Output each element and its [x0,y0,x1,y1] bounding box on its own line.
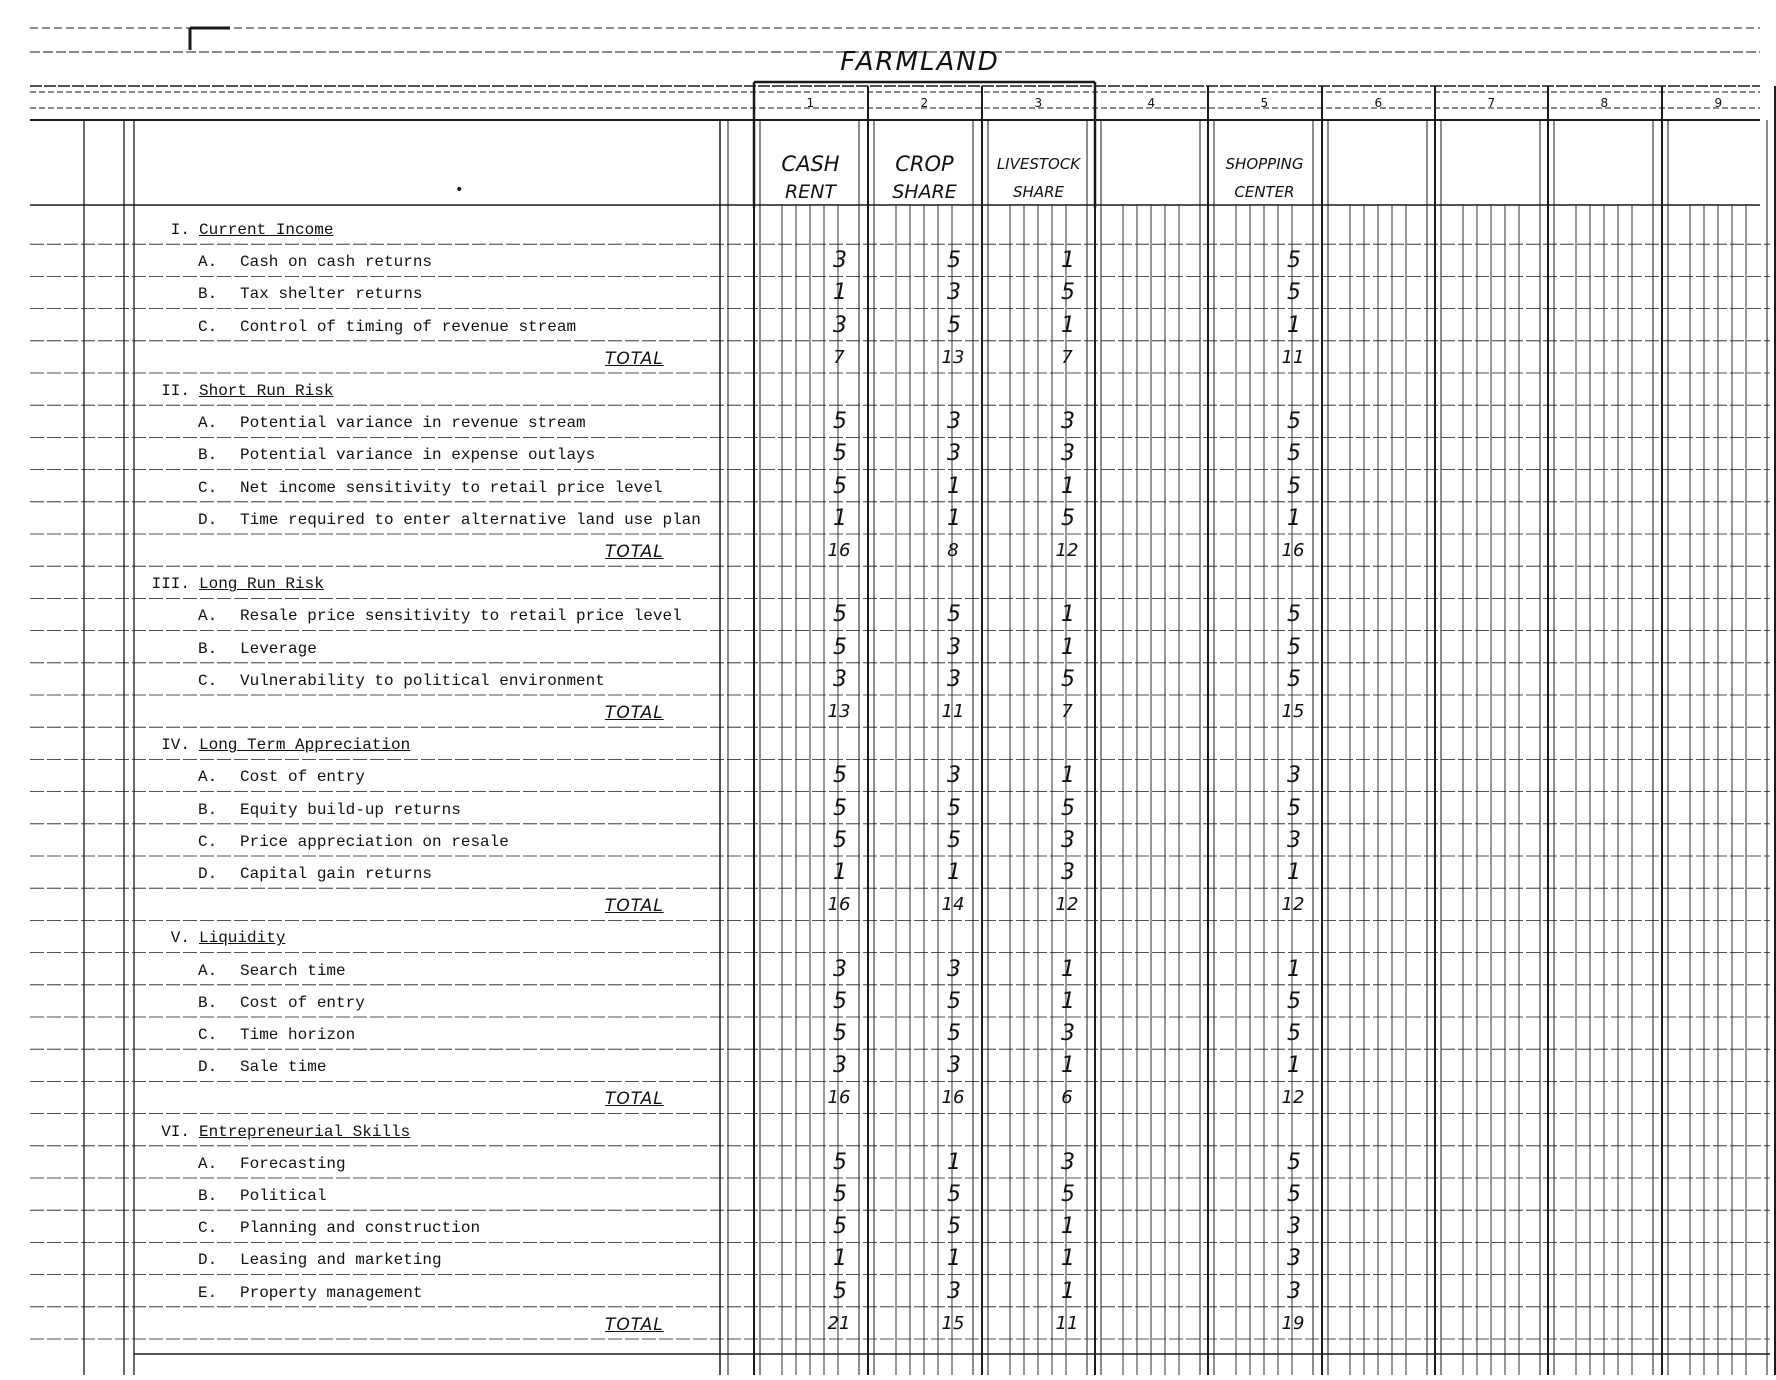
criterion-score: 5 [947,248,961,274]
criterion-score: 3 [1287,1278,1301,1304]
criterion-score: 3 [833,956,847,982]
criterion-letter: B. [198,639,218,658]
criterion-score: 3 [1287,1214,1301,1240]
criterion-score: 3 [833,666,847,692]
criterion-score: 5 [1287,602,1301,628]
criterion-score: 3 [1061,409,1075,435]
section-total-score: 13 [827,701,851,722]
criterion-text: Time horizon [240,1026,356,1044]
section-numeral: VI. [161,1122,190,1141]
criterion-score: 5 [833,763,847,789]
column-number-7: 7 [1487,96,1496,110]
criterion-text: Political [240,1187,327,1205]
criterion-score: 5 [833,602,847,628]
column-header-3-line1: LIVESTOCK [996,155,1081,173]
column-number-5: 5 [1260,96,1269,110]
criterion-score: 3 [833,248,847,274]
column-number-2: 2 [920,96,929,110]
criterion-score: 3 [1061,1149,1075,1175]
criterion-text: Cash on cash returns [240,253,433,272]
section-total-score: 7 [1061,701,1073,722]
criterion-score: 5 [1287,1021,1301,1046]
criterion-score: 3 [947,409,961,435]
section-total-score: 11 [941,701,965,722]
criterion-letter: A. [198,414,218,433]
criterion-score: 1 [947,1149,961,1175]
criterion-text: Price appreciation on resale [240,832,509,851]
criterion-score: 3 [947,763,961,789]
section-numeral: V. [170,929,190,948]
criterion-score: 5 [833,409,847,435]
criterion-score: 1 [1287,312,1301,338]
criterion-score: 5 [1287,988,1301,1014]
section-total-score: 12 [1281,894,1305,916]
criterion-score: 1 [1061,1053,1075,1079]
criterion-score: 5 [947,312,961,338]
criterion-text: Net income sensitivity to retail price level [240,478,663,497]
section-total-score: 21 [827,1312,851,1334]
criterion-score: 5 [833,1182,847,1207]
criterion-text: Leverage [240,639,317,658]
criterion-letter: C. [198,478,218,497]
criterion-letter: A. [198,607,218,626]
criterion-score: 1 [1061,312,1075,338]
criterion-score: 5 [1061,280,1075,306]
criterion-text: Equity build-up returns [240,800,461,819]
section-total-score: 15 [1281,701,1305,722]
criterion-score: 1 [1061,634,1075,660]
section-total-score: 12 [1055,894,1079,916]
section-total-label: TOTAL [605,348,664,369]
criterion-letter: C. [198,317,218,336]
farmland-banner: FARMLAND [840,47,1000,77]
section-total-score: 16 [827,1087,851,1109]
column-header-1-line1: CASH [781,152,840,176]
criterion-score: 1 [833,280,847,306]
criterion-score: 5 [1287,248,1301,274]
criterion-score: 5 [1287,666,1301,692]
criterion-text: Leasing and marketing [240,1251,442,1270]
criterion-text: Search time [240,961,346,980]
section-title: Long Run Risk [199,575,324,594]
column-header-2-line1: CROP [895,152,954,176]
criterion-score: 3 [833,312,847,338]
criterion-score: 5 [947,827,961,853]
criterion-score: 1 [947,860,961,885]
section-title: Entrepreneurial Skills [199,1122,411,1141]
section-total-score: 11 [1281,346,1305,368]
criterion-score: 1 [1287,1053,1301,1079]
column-header-1-line2: RENT [784,181,837,203]
criterion-score: 3 [1061,1021,1075,1046]
column-number-8: 8 [1600,96,1609,110]
criterion-score: 3 [947,666,961,692]
criterion-letter: C. [198,1026,218,1044]
criterion-score: 1 [1061,763,1075,789]
criterion-score: 5 [833,441,847,467]
criterion-score: 3 [947,634,961,660]
criterion-text: Cost of entry [240,993,365,1012]
criterion-score: 3 [833,1053,847,1079]
criterion-letter: A. [198,961,218,980]
criterion-letter: A. [198,1154,218,1173]
criterion-score: 5 [833,988,847,1014]
section-total-label: TOTAL [605,1089,664,1110]
section-numeral: II. [161,382,190,400]
criterion-score: 5 [947,1214,961,1240]
criterion-letter: B. [198,800,218,819]
criterion-score: 1 [947,473,961,499]
criterion-letter: A. [198,768,218,787]
criterion-score: 1 [1061,988,1075,1014]
criterion-score: 5 [1287,409,1301,435]
column-number-4: 4 [1147,96,1156,110]
criterion-score: 3 [1061,441,1075,467]
criterion-letter: D. [198,1058,218,1077]
criterion-score: 5 [1287,795,1301,821]
criterion-text: Tax shelter returns [240,285,423,304]
criterion-score: 3 [947,441,961,467]
section-total-score: 12 [1055,540,1079,561]
criterion-score: 3 [947,1053,961,1079]
section-total-score: 16 [941,1087,965,1109]
criterion-score: 5 [833,473,847,499]
criterion-score: 1 [1061,248,1075,274]
criterion-score: 5 [1287,634,1301,660]
criterion-score: 5 [833,1021,847,1046]
criterion-text: Forecasting [240,1154,346,1173]
criterion-score: 5 [947,795,961,821]
criterion-score: 1 [1061,1278,1075,1304]
column-number-6: 6 [1374,96,1383,110]
section-total-score: 19 [1281,1312,1305,1334]
section-total-score: 11 [1055,1312,1079,1334]
criterion-score: 5 [833,795,847,821]
section-title: Liquidity [199,929,286,948]
criterion-text: Capital gain returns [240,865,433,883]
criterion-score: 3 [947,1278,961,1304]
section-total-label: TOTAL [605,1314,664,1335]
criterion-score: 1 [947,1246,961,1272]
header-dot-mark: • [455,182,464,198]
section-total-score: 7 [833,346,845,368]
criterion-text: Cost of entry [240,768,365,787]
criterion-text: Sale time [240,1058,327,1077]
criterion-score: 1 [833,1246,847,1272]
criterion-score: 3 [947,956,961,982]
criterion-score: 5 [947,1182,961,1207]
criterion-letter: E. [198,1283,218,1302]
section-numeral: IV. [161,736,190,755]
criterion-score: 3 [1287,827,1301,853]
section-total-score: 12 [1281,1087,1305,1109]
criterion-text: Planning and construction [240,1219,481,1238]
criterion-score: 5 [1061,1182,1075,1207]
criterion-letter: A. [198,253,218,272]
criterion-score: 5 [947,602,961,628]
criterion-letter: D. [198,865,218,883]
criterion-score: 5 [1287,1182,1301,1207]
section-total-score: 16 [827,540,851,561]
section-numeral: III. [151,575,190,594]
criterion-score: 5 [947,988,961,1014]
section-title: Current Income [199,221,334,239]
criterion-score: 5 [833,827,847,853]
criterion-score: 3 [1061,860,1075,885]
criterion-letter: C. [198,832,218,851]
criterion-score: 3 [1061,827,1075,853]
criterion-text: Control of timing of revenue stream [240,317,577,336]
criterion-letter: D. [198,1251,218,1270]
criterion-score: 1 [1287,860,1301,885]
criterion-letter: B. [198,1187,218,1205]
column-header-5-line2: CENTER [1234,183,1295,201]
criterion-text: Potential variance in revenue stream [240,414,586,433]
criterion-score: 5 [1061,505,1075,531]
section-numeral: I. [170,221,190,239]
criterion-score: 1 [1287,505,1301,531]
column-number-3: 3 [1034,96,1043,110]
criterion-score: 1 [1061,473,1075,499]
criterion-score: 1 [1287,956,1301,982]
section-total-score: 7 [1061,346,1073,368]
criterion-score: 5 [833,1278,847,1304]
criterion-text: Property management [240,1283,423,1302]
section-title: Long Term Appreciation [199,736,411,755]
criterion-score: 5 [1287,280,1301,306]
criterion-score: 5 [833,1214,847,1240]
criterion-text: Vulnerability to political environment [240,671,605,690]
criterion-score: 5 [1287,1149,1301,1175]
criterion-score: 1 [947,505,961,531]
criterion-score: 5 [833,634,847,660]
criterion-letter: B. [198,446,218,465]
criterion-score: 3 [947,280,961,306]
criterion-score: 3 [1287,1246,1301,1272]
criterion-letter: B. [198,993,218,1012]
section-total-score: 15 [941,1312,965,1334]
criterion-score: 1 [1061,1246,1075,1272]
criterion-letter: D. [198,510,218,529]
criterion-score: 1 [1061,1214,1075,1240]
criterion-score: 3 [1287,763,1301,789]
section-total-label: TOTAL [605,896,664,917]
criterion-score: 5 [1287,473,1301,499]
criterion-score: 5 [1061,666,1075,692]
criterion-letter: C. [198,1219,218,1238]
criterion-letter: C. [198,671,218,690]
criterion-score: 5 [1287,441,1301,467]
column-header-2-line2: SHARE [892,181,957,203]
criterion-score: 1 [833,860,847,885]
criterion-score: 1 [1061,602,1075,628]
criterion-score: 5 [947,1021,961,1046]
column-number-9: 9 [1714,96,1723,110]
column-header-3-line2: SHARE [1013,183,1064,201]
criterion-score: 5 [1061,795,1075,821]
section-title: Short Run Risk [199,382,334,400]
section-total-label: TOTAL [605,703,664,723]
criterion-score: 1 [1061,956,1075,982]
section-total-score: 14 [941,894,965,916]
section-total-score: 13 [941,346,965,368]
section-total-score: 8 [947,540,959,561]
section-total-score: 16 [827,894,851,916]
criterion-text: Potential variance in expense outlays [240,446,596,465]
criterion-letter: B. [198,285,218,304]
section-total-label: TOTAL [605,542,664,562]
criterion-text: Resale price sensitivity to retail price level [240,607,682,626]
column-header-5-line1: SHOPPING [1225,155,1304,173]
criterion-score: 1 [833,505,847,531]
section-total-score: 16 [1281,540,1305,561]
column-number-1: 1 [806,96,815,110]
criterion-score: 5 [833,1149,847,1175]
criterion-text: Time required to enter alternative land use plan [240,510,701,529]
section-total-score: 6 [1061,1087,1073,1109]
